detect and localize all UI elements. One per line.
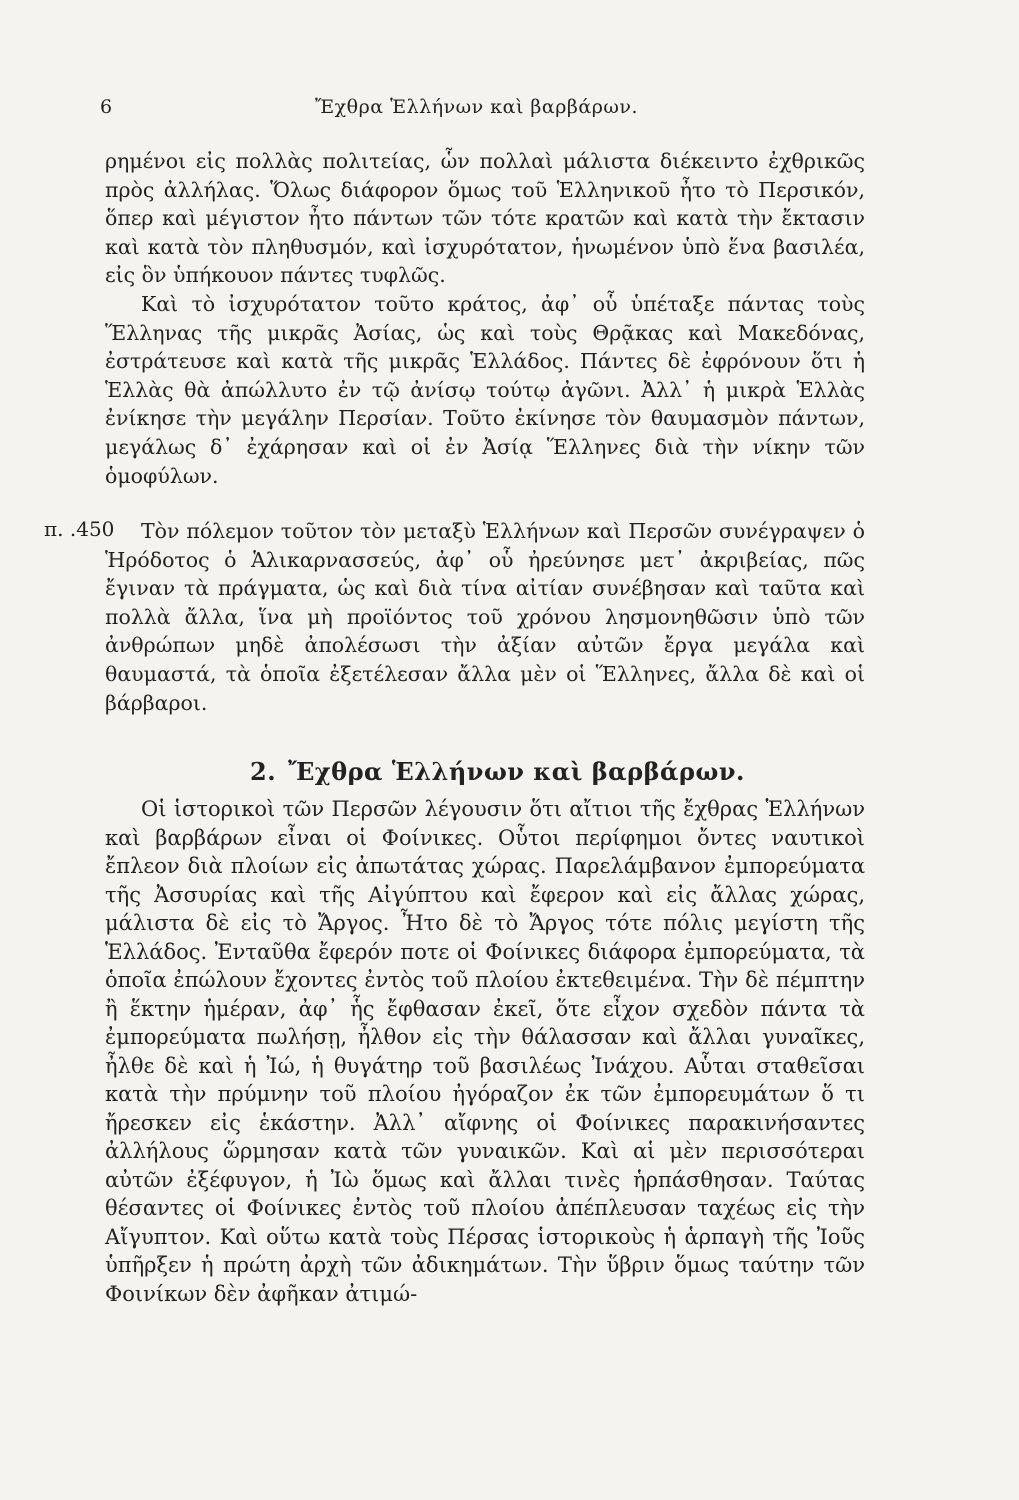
running-title: Ἔχθρα Ἑλλήνων καὶ βαρβάρων. (315, 96, 638, 118)
paragraph-persian-empire: ρημένοι εἰς πολλὰς πολιτείας, ὧν πολλαὶ μάλιστα διέκειντο ἐχθρικῶς πρὸς ἀλλήλας. Ὅλως διάφορον ὅμως τοῦ Ἑλληνικοῦ ἦτο τὸ Περσικόν, ὅπερ καὶ μέγιστον ἦτο πάντων τῶν τότε κρατῶν καὶ κατὰ τὴν ἔκτασιν καὶ κατὰ τὸν πληθυσμόν, καὶ ἰσχυρότατον, ἡνωμένον ὑπὸ ἕνα βασιλέα, εἰς ὃν ὑπήκουον πάντες τυφλῶς. (105, 149, 865, 288)
page-header (100, 96, 880, 126)
margin-date-note: π. .450 (44, 517, 115, 541)
paragraph-herodotus: Τὸν πόλεμον τοῦτον τὸν μεταξὺ Ἑλλήνων καὶ Περσῶν συνέγραψεν ὁ Ἡρόδοτος ὁ Ἁλικαρνασσεύς, ἀφ᾽ οὗ ἠρεύνησε μετ᾽ ἀκριβείας, πῶς ἔγιναν τὰ πράγματα, ὡς καὶ διὰ τίνα αἰτίαν συνέβησαν καὶ ταῦτα καὶ πολλὰ ἄλλα, ἵνα μὴ προϊόντος τοῦ χρόνου λησμονηθῶσιν ὑπὸ τῶν ἀνθρώπων μηδὲ ἀπολέσωσι τὴν ἀξίαν αὐτῶν ἔργα μεγάλα καὶ θαυμαστά, τὰ ὁποῖα ἐξετέλεσαν ἄλλα μὲν οἱ Ἕλληνες, ἄλλα δὲ καὶ οἱ βάρβαροι. (105, 519, 865, 715)
section-heading (250, 757, 850, 786)
section-text (105, 795, 865, 1308)
section-number: 2. (250, 757, 277, 786)
page-number: 6 (100, 96, 113, 118)
opening-text (105, 147, 865, 490)
section-title: Ἔχθρα Ἑλλήνων καὶ βαρβάρων. (288, 757, 745, 786)
paragraph-greek-victory: Καὶ τὸ ἰσχυρότατον τοῦτο κράτος, ἀφ᾽ οὗ ὑπέταξε πάντας τοὺς Ἕλληνας τῆς μικρᾶς Ἀσίας, ὡς καὶ τοὺς Θρᾷκας καὶ Μακεδόνας, ἐστράτευσε καὶ κατὰ τῆς μικρᾶς Ἑλλάδος. Πάντες δὲ ἐφρόνουν ὅτι ἡ Ἑλλὰς θὰ ἀπώλλυτο ἐν τῷ ἀνίσῳ τούτῳ ἀγῶνι. Ἀλλ᾽ ἡ μικρὰ Ἑλλὰς ἐνίκησε τὴν μεγάλην Περσίαν. Τοῦτο ἐκίνησε τὸν θαυμασμὸν πάντων, μεγάλως δ᾽ ἐχάρησαν καὶ οἱ ἐν Ἀσίᾳ Ἕλληνες διὰ τὴν νίκην τῶν ὁμοφύλων. (105, 291, 865, 488)
herodotus-text (105, 517, 865, 717)
paragraph-phoenicians: Οἱ ἱστορικοὶ τῶν Περσῶν λέγουσιν ὅτι αἴτιοι τῆς ἔχθρας Ἑλλήνων καὶ βαρβάρων εἶναι οἱ Φοίνικες. Οὗτοι περίφημοι ὄντες ναυτικοὶ ἔπλεον διὰ πλοίων εἰς ἀπωτάτας χώρας. Παρελάμβανον ἐμπορεύματα τῆς Ἀσσυρίας καὶ τῆς Αἰγύπτου καὶ ἔφερον καὶ εἰς ἄλλας χώρας, μάλιστα δὲ εἰς τὸ Ἄργος. Ἦτο δὲ τὸ Ἄργος τότε πόλις μεγίστη τῆς Ἑλλάδος. Ἐνταῦθα ἔφερόν ποτε οἱ Φοίνικες διάφορα ἐμπορεύματα, τὰ ὁποῖα ἐπώλουν ἔχοντες ἐντὸς τοῦ πλοίου ἐκτεθειμένα. Τὴν δὲ πέμπτην ἢ ἕκτην ἡμέραν, ἀφ᾽ ἧς ἔφθασαν ἐκεῖ, ὅτε εἶχον σχεδὸν πάντα τὰ ἐμπορεύματα πωλήσῃ, ἦλθον εἰς τὴν θάλασσαν καὶ ἄλλαι γυναῖκες, ἦλθε δὲ καὶ ἡ Ἰώ, ἡ θυγάτηρ τοῦ βασιλέως Ἰνάχου. Αὗται σταθεῖσαι κατὰ τὴν πρύμνην τοῦ πλοίου ἠγόραζον ἐκ τῶν ἐμπορευμάτων ὅ τι ἤρεσκεν εἰς ἑκάστην. Ἀλλ᾽ αἴφνης οἱ Φοίνικες παρακινήσαντες ἀλλήλους ὥρμησαν κατὰ τῶν γυναικῶν. Καὶ αἱ μὲν περισσότεραι αὐτῶν ἐξέφυγον, ἡ Ἰὼ ὅμως καὶ ἄλλαι τινὲς ἡρπάσθησαν. Ταύτας θέσαντες οἱ Φοίνικες ἐντὸς τοῦ πλοίου ἀπέπλευσαν ταχέως εἰς τὴν Αἴγυπτον. Καὶ οὕτω κατὰ τοὺς Πέρσας ἱστορικοὺς ἡ ἁρπαγὴ τῆς Ἰοῦς ὑπῆρξεν ἡ πρώτη ἀρχὴ τῶν ἀδικημάτων. Τὴν ὕβριν ὅμως ταύτην τῶν Φοινίκων δὲν ἀφῆκαν ἀτιμώ- (105, 797, 865, 1306)
